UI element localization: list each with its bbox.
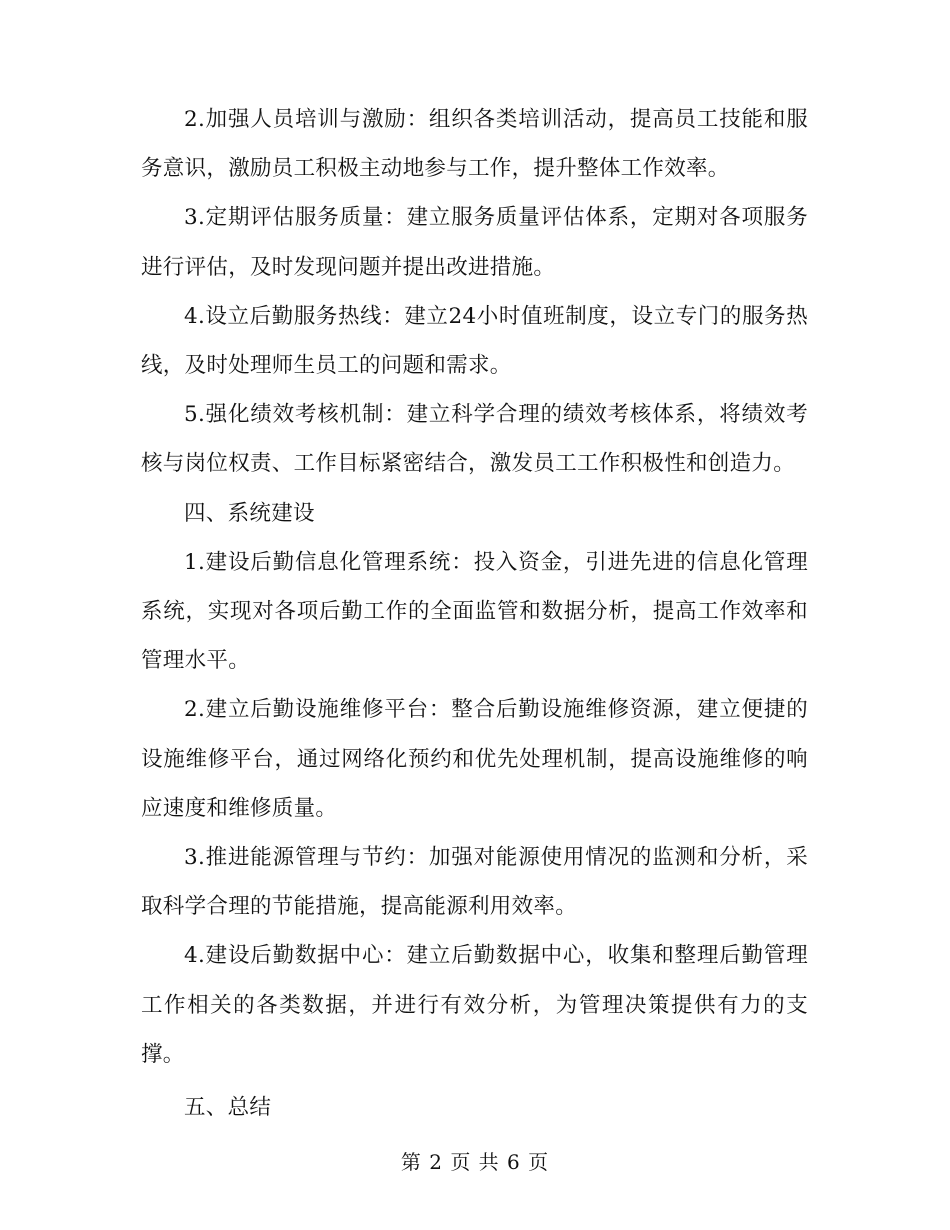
page-number-footer: 第 2 页 共 6 页 — [400, 1150, 550, 1174]
paragraph-data-center: 4.建设后勤数据中心：建立后勤数据中心，收集和整理后勤管理工作相关的各类数据，并进行有效分析，为管理决策提供有力的支撑。 — [141, 943, 808, 1067]
paragraph-training: 2.加强人员培训与激励：组织各类培训活动，提高员工技能和服务意识，激励员工积极主动地参与工作，提升整体工作效率。 — [141, 107, 808, 182]
paragraph-hotline: 4.设立后勤服务热线：建立24小时值班制度，设立专门的服务热线，及时处理师生员工的问题和需求。 — [141, 303, 808, 379]
paragraph-performance: 5.强化绩效考核机制：建立科学合理的绩效考核体系，将绩效考核与岗位权责、工作目标紧密结合，激发员工工作积极性和创造力。 — [141, 402, 808, 477]
section-heading-system: 四、系统建设 — [184, 500, 315, 526]
section-heading-summary: 五、总结 — [184, 1095, 272, 1121]
paragraph-info-system: 1.建设后勤信息化管理系统：投入资金，引进先进的信息化管理系统，实现对各项后勤工作的全面监管和数据分析，提高工作效率和管理水平。 — [141, 549, 808, 674]
paragraph-service-quality: 3.定期评估服务质量：建立服务质量评估体系，定期对各项服务进行评估，及时发现问题并提出改进措施。 — [141, 205, 808, 280]
paragraph-maintenance-platform: 2.建立后勤设施维修平台：整合后勤设施维修资源，建立便捷的设施维修平台，通过网络化预约和优先处理机制，提高设施维修的响应速度和维修质量。 — [141, 697, 808, 821]
document-body — [141, 95, 808, 1132]
paragraph-energy: 3.推进能源管理与节约：加强对能源使用情况的监测和分析，采取科学合理的节能措施，提高能源利用效率。 — [141, 845, 808, 920]
